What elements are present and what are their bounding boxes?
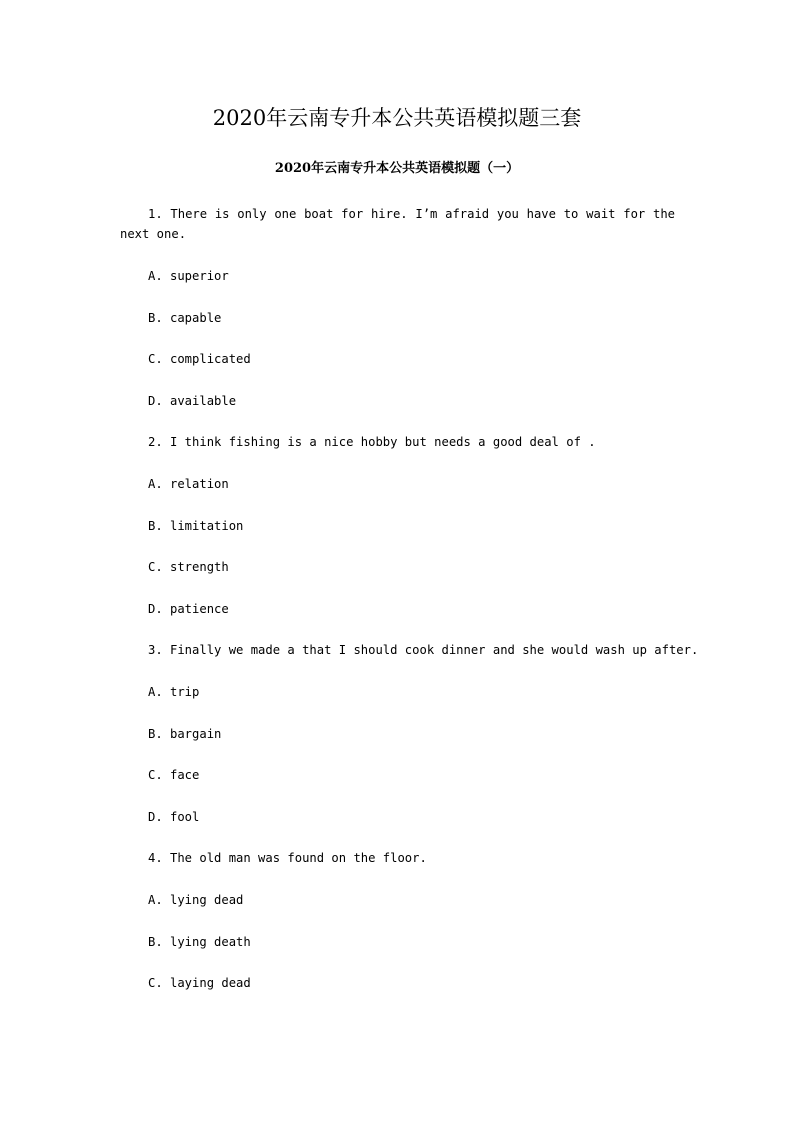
question-3-option-d: D. fool [148,810,200,824]
question-1-stem-line-2: next one. [120,227,187,241]
question-4-option-a: A. lying dead [148,893,244,907]
question-1-stem-line-1: 1. There is only one boat for hire. I’m afraid you have to wait for the [148,207,675,221]
question-1-option-b: B. capable [148,311,222,325]
question-2-option-d: D. patience [148,602,229,616]
question-3-option-a: A. trip [148,685,200,699]
question-2-option-c: C. strength [148,560,229,574]
question-1-option-a: A. superior [148,269,229,283]
question-4-option-c: C. laying dead [148,976,251,990]
question-3-stem: 3. Finally we made a that I should cook dinner and she would wash up after. [148,643,699,657]
question-1-option-d: D. available [148,394,237,408]
question-2-option-b: B. limitation [148,519,244,533]
question-3-option-c: C. face [148,768,200,782]
document-title: 2020年云南专升本公共英语模拟题三套 [212,106,582,130]
question-2-option-a: A. relation [148,477,229,491]
question-2-stem: 2. I think fishing is a nice hobby but needs a good deal of . [148,435,596,449]
question-4-option-b: B. lying death [148,935,251,949]
section-title: 2020年云南专升本公共英语模拟题（一） [274,161,520,176]
question-1-option-c: C. complicated [148,352,251,366]
question-3-option-b: B. bargain [148,727,222,741]
question-4-stem: 4. The old man was found on the floor. [148,851,427,865]
